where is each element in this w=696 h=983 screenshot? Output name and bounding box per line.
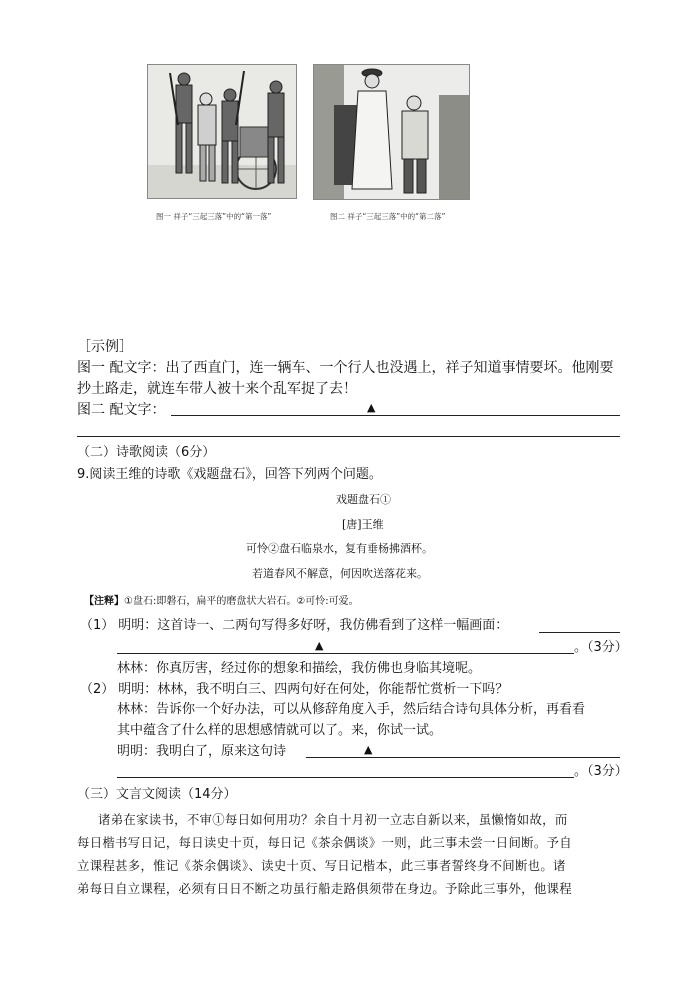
example-fig1-text-line1: 出了西直门，连一辆车、一个行人也没遇上，祥子知道事情要坏。他刚要 <box>165 360 614 376</box>
poem-title: 戏题盘石① <box>336 493 391 506</box>
example-fig1-text-line2: 抄土路走，就连车带人被十来个乱军捉了去！ <box>77 381 357 397</box>
q2-answer-line-1[interactable] <box>306 757 620 758</box>
detective-extorts-xiangzi-illustration <box>314 65 469 199</box>
figure-1-image <box>147 64 297 199</box>
q2-score: 。（3分） <box>574 764 628 779</box>
poetry-question: 9.阅读王维的诗歌《戏题盘石》，回答下列两个问题。 <box>77 467 382 482</box>
note-text: ①盘石:即磐石，扁平的磨盘状大岩石。②可怜:可爱。 <box>124 596 359 607</box>
q1-score: 。（3分） <box>574 640 628 655</box>
fig2-answer-line[interactable] <box>171 415 620 416</box>
q2-reply-line-2: 其中蕴含了什么样的思想感情就可以了。来，你试一试。 <box>117 723 443 738</box>
q2-reply-line-1: 林林：告诉你一个好办法，可以从修辞角度入手，然后结合诗句具体分析，再看看 <box>117 702 586 717</box>
q1-blank-marker: ▲ <box>315 639 324 652</box>
poetry-section-title: （二）诗歌阅读（6分） <box>77 445 216 460</box>
note-label: 【注释】 <box>84 596 124 607</box>
poem-line-1: 可怜②盘石临泉水，复有垂杨拂酒杯。 <box>246 542 433 555</box>
fig2-answer-line-2[interactable] <box>77 436 620 437</box>
poem-author: [唐]王维 <box>342 518 384 531</box>
figure-2-caption: 图二 祥子“三起三落”中的“第二落” <box>330 212 446 221</box>
q2-text: 明明：林林，我不明白三、四两句好在何处，你能帮忙赏析一下吗？ <box>118 682 509 697</box>
q1-number: （1） <box>80 618 115 633</box>
q1-answer-line-1[interactable] <box>539 632 620 633</box>
figure-1-caption: 图一 祥子“三起三落”中的“第一落” <box>156 212 272 221</box>
example-fig1-line1 <box>77 358 613 378</box>
soldiers-capture-rickshaw-illustration <box>148 65 296 198</box>
classical-section-title: （三）文言文阅读（14分） <box>77 787 237 802</box>
q1-reply: 林林：你真厉害，经过你的想象和描绘，我仿佛也身临其境呢。 <box>117 661 482 676</box>
poem-line-2: 若道春风不解意，何因吹送落花来。 <box>252 567 428 580</box>
q2-line <box>80 680 508 700</box>
figure-2-image <box>313 64 470 200</box>
classical-text-line-1: 诸弟在家读书，不审①每日如何用功？余自十月初一立志自新以来，虽懒惰如故，而 <box>98 812 568 827</box>
q2-number: （2） <box>80 682 115 697</box>
example-tag: ［示例］ <box>77 339 133 355</box>
example-fig2-label: 图二 配文字： <box>77 402 166 418</box>
poem-annotation <box>84 592 359 607</box>
example-fig1-label: 图一 配文字： <box>77 360 166 376</box>
q2-answer-line-2[interactable] <box>117 777 574 778</box>
q1-text: 明明：这首诗一、二两句写得多好呀，我仿佛看到了这样一幅画面： <box>118 618 509 633</box>
q2-blank-marker: ▲ <box>364 743 373 756</box>
classical-text-line-4: 弟每日自立课程，必须有日日不断之功虽行船走路俱须带在身边。予除此三事外，他课程 <box>77 881 572 896</box>
q2-answer-prompt: 明明：我明白了，原来这句诗 <box>117 744 287 759</box>
q1-line <box>80 616 508 636</box>
fig2-blank-marker: ▲ <box>367 401 376 414</box>
classical-text-line-2: 每日楷书写日记，每日读史十页，每日记《茶余偶谈》一则，此三事未尝一日间断。予自 <box>77 835 572 850</box>
classical-text-line-3: 立课程甚多，惟记《茶余偶谈》、读史十页、写日记楷本，此三事者誓终身不间断也。诸 <box>77 858 566 873</box>
q1-answer-line-2[interactable] <box>117 653 574 654</box>
